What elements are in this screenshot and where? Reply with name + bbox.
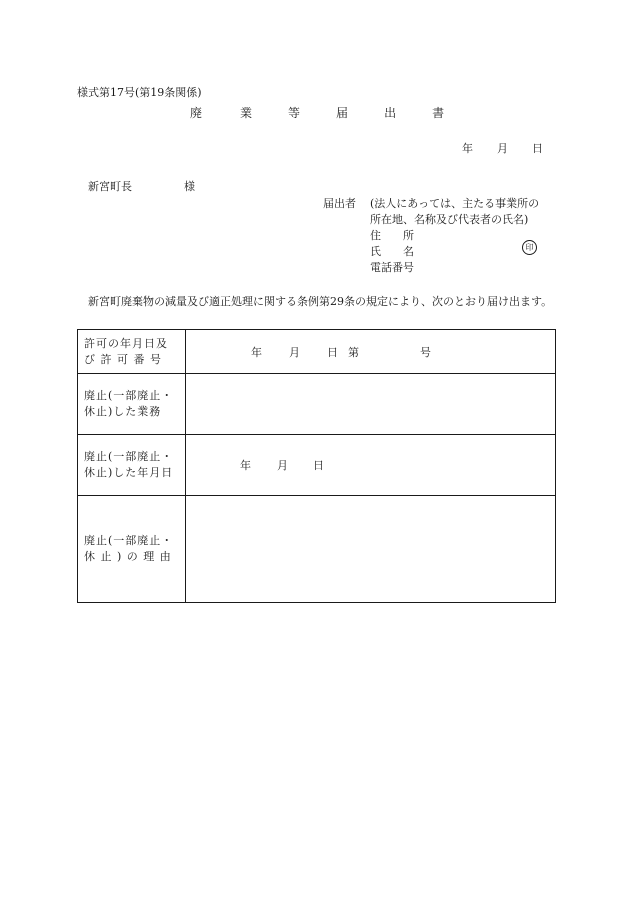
title-char: 届: [336, 106, 349, 120]
date-day: 日: [532, 142, 543, 155]
table-row: [78, 374, 556, 435]
reason-header: 廃止(一部廃止・ 休 止 ) の 理 由: [78, 496, 186, 603]
table-row: [78, 496, 556, 603]
title-char: 書: [432, 106, 445, 120]
date-year: 年: [462, 142, 473, 155]
submission-date: [462, 140, 543, 156]
form-number: 様式第17号(第19条関係): [77, 86, 202, 99]
address-label: 住 所: [370, 229, 414, 242]
date-header: 廃止(一部廃止・ 休止)した年月日: [78, 435, 186, 496]
addressee-honorific: 様: [184, 180, 195, 193]
document-title: [190, 104, 444, 121]
permit-header: 許可の年月日及 び 許 可 番 号: [78, 330, 186, 374]
phone-label: 電話番号: [370, 261, 414, 274]
date-month: 月: [497, 142, 508, 155]
permit-go-label: 号: [420, 345, 431, 359]
permit-day-label: 日: [327, 345, 338, 359]
title-char: 出: [384, 106, 397, 120]
title-char: 等: [288, 106, 301, 120]
reason-value-cell[interactable]: [186, 496, 556, 603]
table-row: [78, 435, 556, 496]
table-row: [78, 330, 556, 374]
date-month-label: 月: [277, 459, 288, 472]
permit-month-label: 月: [289, 345, 300, 359]
addressee-name: 新宮町長: [88, 180, 132, 193]
notifier-note: (法人にあっては、主たる事業所の: [370, 197, 540, 210]
title-char: 業: [240, 106, 253, 120]
notifier-label: 届出者: [323, 197, 356, 210]
date-year-label: 年: [240, 459, 251, 472]
business-header: 廃止(一部廃止・ 休止)した業務: [78, 374, 186, 435]
business-value-cell[interactable]: [186, 374, 556, 435]
notification-form-table: [77, 329, 556, 603]
notifier-note: 所在地、名称及び代表者の氏名): [370, 213, 529, 226]
date-value-cell[interactable]: [186, 435, 556, 496]
name-label: 氏 名: [370, 245, 414, 258]
permit-year-label: 年: [251, 345, 262, 359]
body-paragraph: 新宮町廃棄物の減量及び適正処理に関する条例第29条の規定により、次のとおり届け出ます。: [88, 295, 553, 308]
title-char: 廃: [190, 106, 203, 120]
date-day-label: 日: [313, 459, 324, 472]
permit-dai-label: 第: [348, 345, 359, 359]
seal-icon: 印: [522, 240, 537, 255]
permit-value-cell[interactable]: [186, 330, 556, 374]
